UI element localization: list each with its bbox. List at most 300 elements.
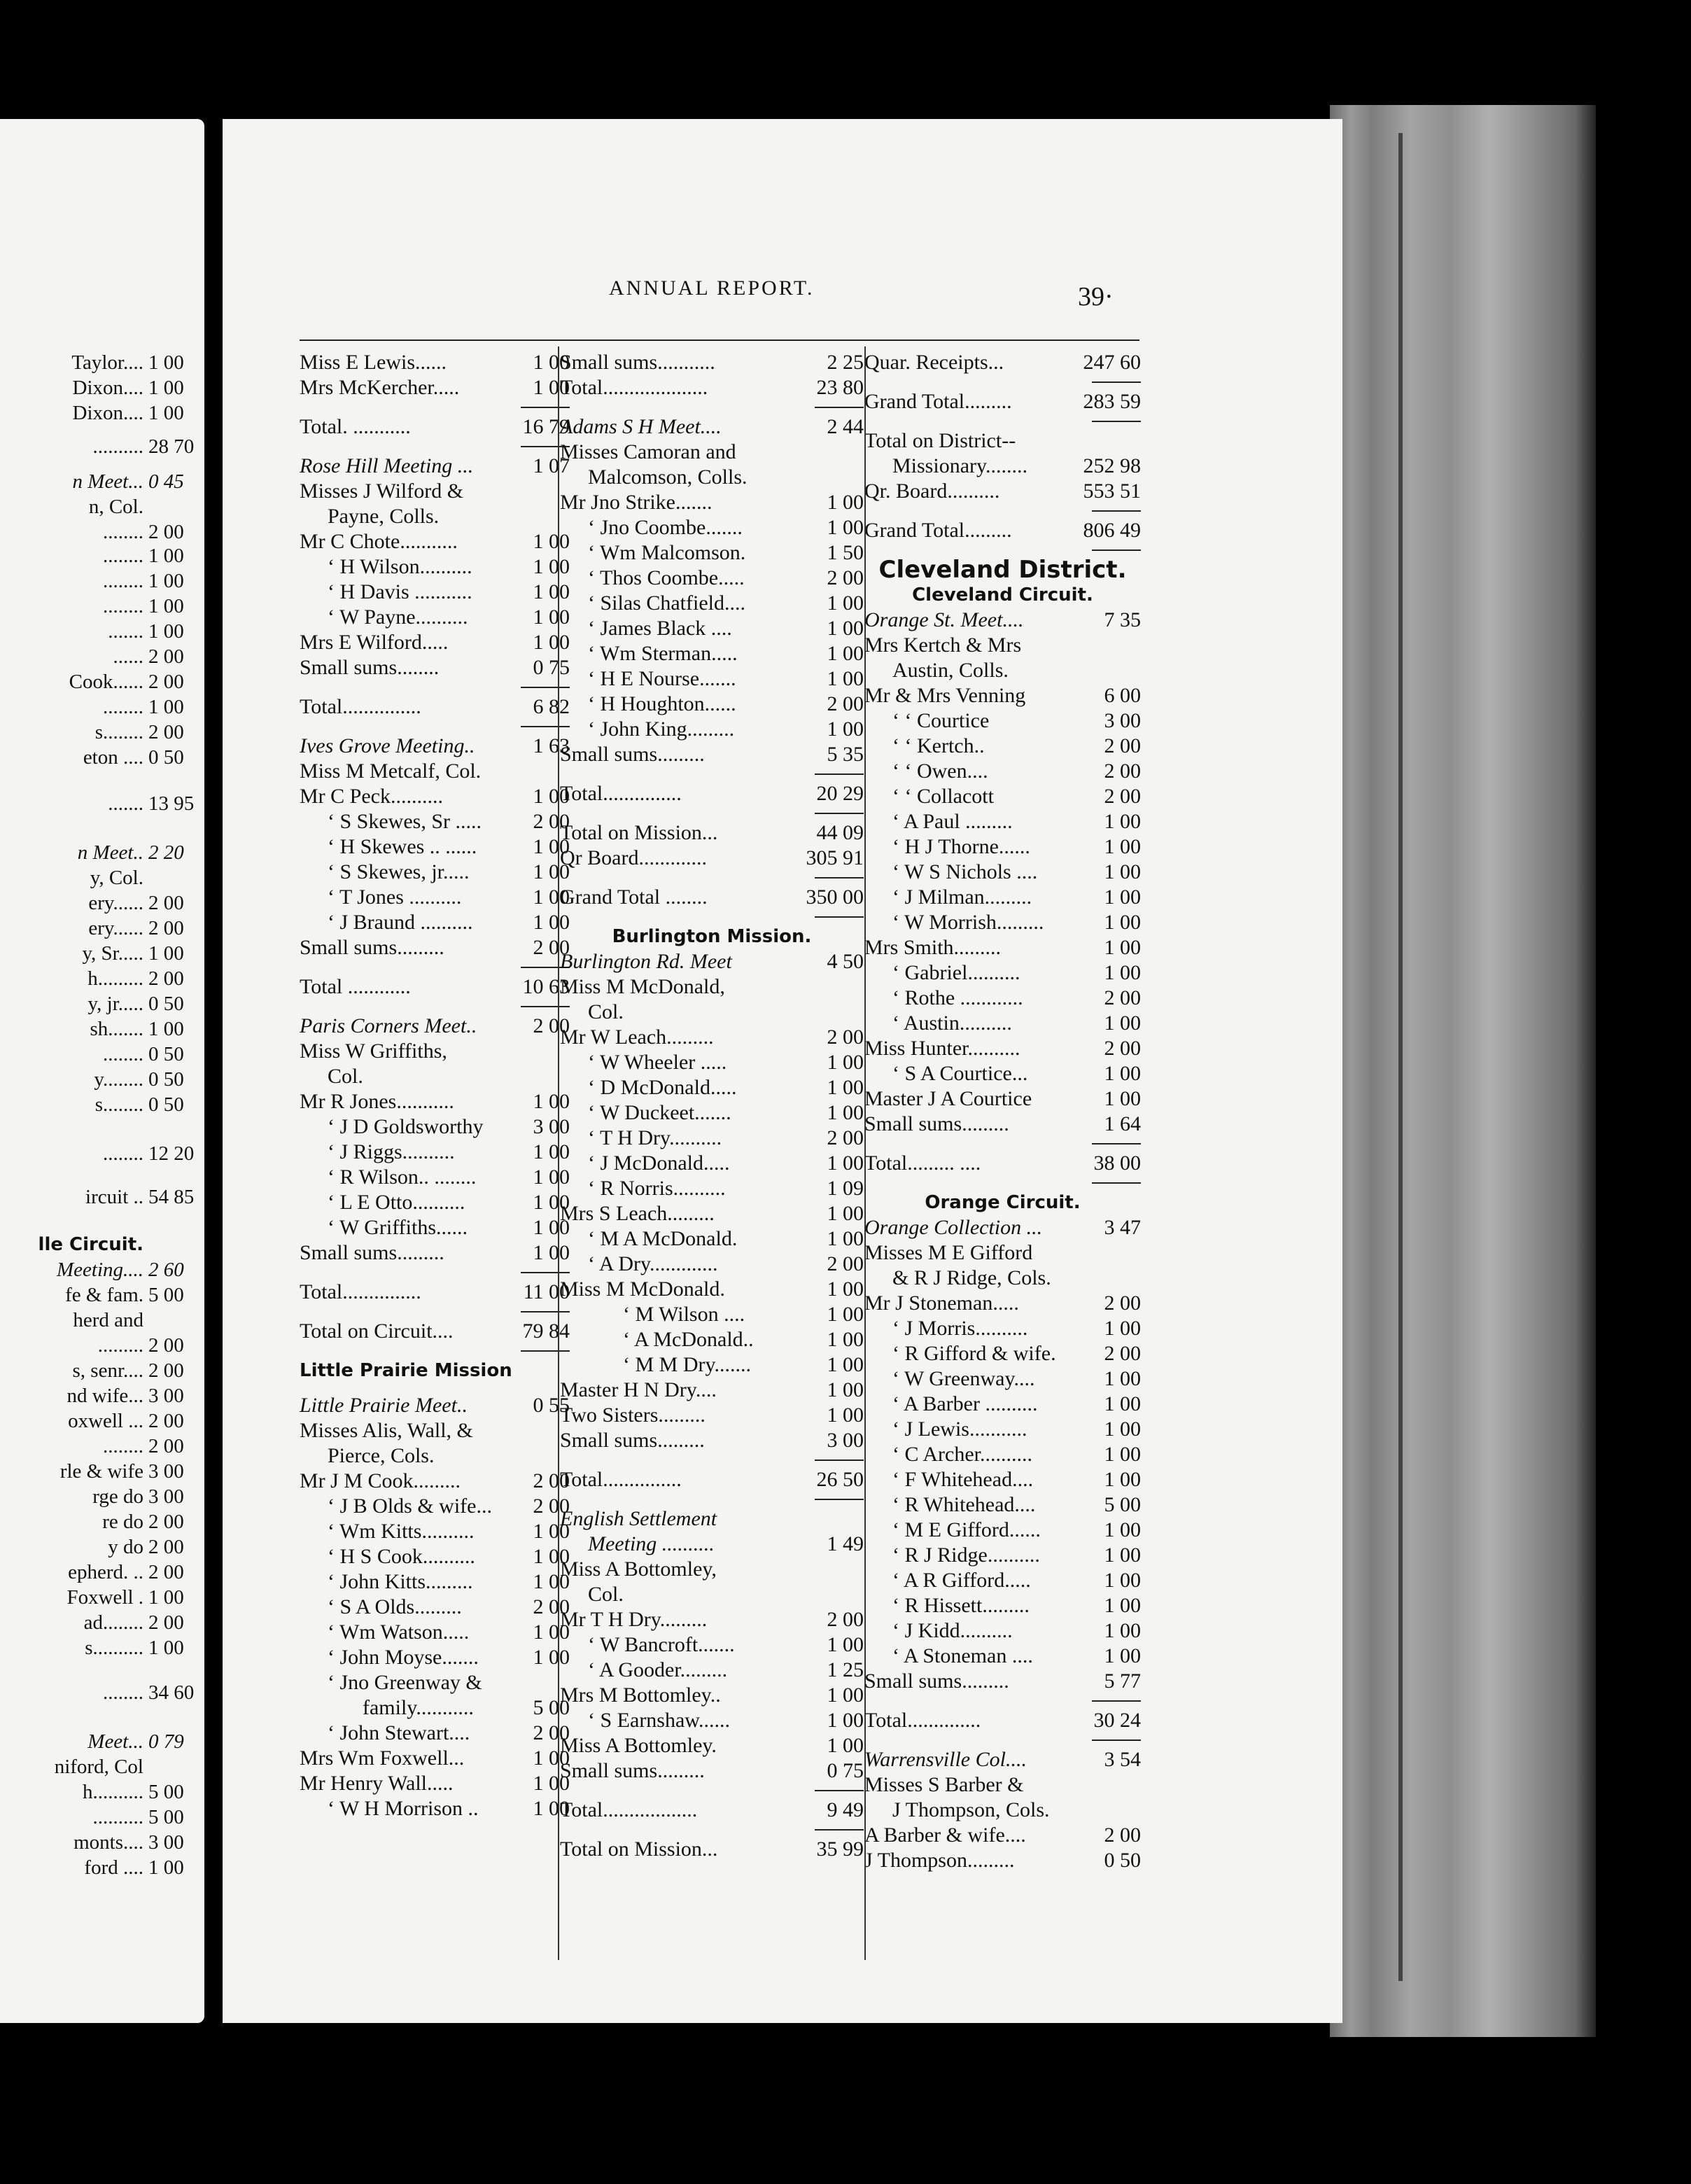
total-rule — [300, 680, 570, 694]
entry-label: s.......... — [85, 1637, 143, 1659]
entry-label: ircuit .. — [85, 1186, 143, 1208]
ledger-entry — [560, 1658, 864, 1683]
entry-amount: 1 00 — [1104, 1569, 1141, 1592]
entry-amount: 1 00 — [148, 402, 184, 424]
entry-amount: 2 00 — [148, 967, 184, 990]
ledger-entry — [300, 910, 570, 935]
entry-amount: 0 75 — [533, 656, 570, 679]
ledger-entry — [864, 1061, 1141, 1086]
entry-label: Total............... — [560, 1468, 682, 1491]
entry-label: ........ — [103, 1142, 143, 1165]
entry-label: Miss A Bottomley. — [560, 1734, 717, 1757]
entry-label: fe & fam. — [65, 1284, 143, 1306]
entry-amount: 283 59 — [1083, 390, 1141, 413]
entry-label: ‘ J D Goldsworthy — [328, 1115, 484, 1138]
entry-amount: 2 00 — [148, 671, 184, 693]
entry-label: Grand Total......... — [864, 519, 1012, 542]
ledger-entry — [864, 479, 1141, 504]
ledger-entry — [864, 1593, 1141, 1618]
entry-amount: 1 00 — [148, 545, 184, 567]
ledger-entry — [864, 1112, 1141, 1137]
entry-amount: 1 00 — [148, 1637, 184, 1659]
ledger-entry — [300, 1670, 570, 1695]
entry-amount: 2 00 — [148, 1359, 184, 1382]
entry-label: Qr Board............. — [560, 846, 707, 869]
entry-label: Total......... .... — [864, 1152, 981, 1175]
entry-label: Mr C Chote........... — [300, 530, 458, 553]
entry-amount: 2 00 — [827, 1608, 864, 1631]
entry-amount: 1 00 — [827, 1278, 864, 1301]
entry-label: rle & wife — [59, 1460, 143, 1483]
entry-amount: 6 00 — [1104, 684, 1141, 707]
ledger-entry — [300, 1165, 570, 1190]
total-rule — [560, 400, 864, 414]
ledger-entry — [560, 974, 864, 1000]
entry-amount: 2 00 — [533, 936, 570, 959]
entry-label: Small sums......... — [864, 1112, 1009, 1135]
ledger-entry — [300, 1393, 570, 1418]
entry-amount: 1 00 — [1104, 1544, 1141, 1567]
entry-label: ‘ James Black .... — [588, 617, 732, 640]
ledger-entry — [560, 1758, 864, 1784]
entry-amount: 0 50 — [148, 993, 184, 1015]
entry-amount: 2 00 — [1104, 986, 1141, 1009]
entry-label: Grand Total ........ — [560, 886, 708, 909]
entry-amount: 1 00 — [1104, 886, 1141, 909]
entry-amount: 5 00 — [148, 1806, 184, 1828]
entry-label: Mrs M Bottomley.. — [560, 1684, 721, 1707]
entry-amount: 2 00 — [533, 1469, 570, 1492]
ledger-entry — [300, 1595, 570, 1620]
entry-amount: 1 25 — [827, 1658, 864, 1681]
entry-amount: 2 00 — [533, 1494, 570, 1518]
ledger-entry — [560, 717, 864, 742]
ledger-entry — [560, 1100, 864, 1126]
entry-label: Total. ........... — [300, 415, 411, 438]
entry-label: epherd. .. — [68, 1561, 143, 1583]
entry-amount: 1 64 — [1104, 1112, 1141, 1135]
entry-label: Small sums......... — [560, 1759, 705, 1782]
entry-amount: 1 00 — [533, 911, 570, 934]
entry-amount: 1 00 — [1104, 1619, 1141, 1642]
ledger-entry — [864, 860, 1141, 885]
entry-label: Miss A Bottomley, — [560, 1558, 717, 1581]
ledger-entry — [300, 1469, 570, 1494]
ledger-entry — [560, 1632, 864, 1658]
entry-label: ....... — [108, 792, 143, 815]
entry-amount: 1 00 — [827, 1734, 864, 1757]
ledger-entry — [300, 454, 570, 479]
ledger-entry — [300, 974, 570, 1000]
entry-label: Misses S Barber & — [864, 1773, 1024, 1796]
total-rule — [560, 910, 864, 924]
entry-amount: 2 00 — [827, 692, 864, 715]
entry-amount: 1 00 — [533, 860, 570, 883]
ledger-entry — [560, 540, 864, 566]
total-rule — [300, 1305, 570, 1319]
ledger-entry — [560, 742, 864, 767]
entry-label: ‘ R J Ridge.......... — [892, 1544, 1040, 1567]
entry-amount: 1 00 — [827, 1684, 864, 1707]
entry-amount: 2 00 — [533, 810, 570, 833]
column-divider-2 — [864, 346, 866, 1960]
entry-label: ‘ W Morrish......... — [892, 911, 1044, 934]
ledger-entry — [560, 566, 864, 591]
entry-label: ........ — [103, 595, 143, 617]
entry-label: Mrs Kertch & Mrs — [864, 634, 1022, 657]
ledger-entry — [560, 1428, 864, 1453]
entry-label: Little Prairie Meet.. — [300, 1394, 468, 1417]
entry-label: n, Col. — [88, 496, 143, 518]
ledger-entry — [560, 1050, 864, 1075]
entry-amount: 23 80 — [816, 376, 864, 399]
entry-label: lle Circuit. — [38, 1234, 143, 1255]
entry-amount: 0 50 — [148, 1068, 184, 1091]
entry-amount: 1 00 — [827, 1227, 864, 1250]
entry-amount: 0 55 — [533, 1394, 570, 1417]
entry-amount: 1 00 — [148, 351, 184, 374]
entry-label: Burlington Rd. Meet — [560, 950, 732, 973]
entry-label: ‘ John Kitts......... — [328, 1570, 473, 1593]
entry-label: n Meet.. — [77, 841, 143, 864]
entry-amount: 79 84 — [522, 1320, 570, 1343]
entry-label: ‘ J B Olds & wife... — [328, 1494, 492, 1518]
entry-amount: 11 00 — [523, 1280, 570, 1303]
entry-amount: 1 00 — [533, 1140, 570, 1163]
entry-amount: 2 00 — [827, 1026, 864, 1049]
entry-label: Burlington Mission. — [612, 926, 812, 947]
ledger-entry — [300, 554, 570, 580]
total-rule — [560, 1453, 864, 1467]
ledger-entry — [864, 683, 1141, 708]
entry-label: & R J Ridge, Cols. — [892, 1266, 1051, 1289]
entry-amount: 1 00 — [1104, 860, 1141, 883]
entry-label: ‘ M E Gifford...... — [892, 1518, 1041, 1541]
entry-label: ........ — [103, 521, 143, 543]
ledger-entry — [300, 504, 570, 529]
entry-label: Foxwell . — [66, 1586, 143, 1609]
total-rule — [560, 1784, 864, 1798]
ledger-entry — [300, 1039, 570, 1064]
ledger-entry — [864, 1341, 1141, 1366]
ledger-entry — [864, 1086, 1141, 1112]
entry-label: ‘ F Whitehead.... — [892, 1468, 1034, 1491]
ledger-entry — [560, 616, 864, 641]
entry-label: Meet... — [87, 1730, 143, 1753]
ledger-entry — [864, 935, 1141, 960]
entry-amount: 1 00 — [1104, 1011, 1141, 1035]
entry-label: Rose Hill Meeting ... — [300, 454, 474, 477]
ledger-entry — [300, 1140, 570, 1165]
entry-amount: 1 00 — [533, 1570, 570, 1593]
ledger-entry — [864, 428, 1141, 454]
entry-label: Col. — [588, 1000, 624, 1023]
entry-label: Orange Collection ... — [864, 1216, 1043, 1239]
entry-amount: 2 44 — [827, 415, 864, 438]
ledger-entry — [864, 1618, 1141, 1644]
entry-label: ‘ ‘ Owen.... — [892, 760, 988, 783]
entry-amount: 54 85 — [148, 1186, 195, 1208]
ledger-entry — [300, 1771, 570, 1796]
entry-label: .......... — [92, 1806, 143, 1828]
ledger-entry — [864, 1417, 1141, 1442]
entry-label: Mr T H Dry......... — [560, 1608, 708, 1631]
ledger-entry — [300, 759, 570, 784]
total-rule — [300, 720, 570, 734]
ledger-entry — [864, 1823, 1141, 1848]
entry-label: ......... — [97, 1334, 143, 1357]
ledger-entry — [864, 809, 1141, 834]
ledger-entry — [300, 1319, 570, 1344]
entry-amount: 1 00 — [533, 886, 570, 909]
entry-label: Grand Total......... — [864, 390, 1012, 413]
entry-label: ‘ H Davis ........... — [328, 580, 472, 603]
ledger-entry — [560, 1532, 864, 1557]
entry-amount: 6 82 — [533, 695, 570, 718]
ledger-entry — [864, 734, 1141, 759]
entry-amount: 1 00 — [827, 667, 864, 690]
ledger-entry — [300, 1494, 570, 1519]
spacer — [300, 1383, 570, 1393]
ledger-entry — [864, 1266, 1141, 1291]
entry-label: ‘ J Braund .......... — [328, 911, 473, 934]
ledger-entry — [560, 846, 864, 871]
entry-label: Mrs S Leach......... — [560, 1202, 715, 1225]
entry-label: Orange St. Meet.... — [864, 608, 1024, 631]
ledger-entry — [864, 1366, 1141, 1392]
entry-amount: 3 00 — [827, 1429, 864, 1452]
ledger-entry — [560, 375, 864, 400]
ledger-entry — [560, 1201, 864, 1226]
entry-label: y, jr..... — [87, 993, 143, 1015]
entry-label: ‘ John Stewart.... — [328, 1721, 470, 1744]
ledger-entry — [864, 759, 1141, 784]
ledger-entry — [864, 960, 1141, 986]
entry-label: ‘ Wm Watson..... — [328, 1620, 470, 1644]
entry-label: Two Sisters......... — [560, 1404, 706, 1427]
entry-label: ........ — [103, 1043, 143, 1065]
left-page — [0, 119, 204, 2023]
entry-label: y do — [108, 1536, 143, 1558]
entry-label: ‘ A Dry............. — [588, 1252, 718, 1275]
entry-amount: 0 45 — [148, 470, 184, 493]
entry-amount: 1 63 — [533, 734, 570, 757]
entry-amount: 1 00 — [148, 377, 184, 399]
ledger-entry — [864, 1467, 1141, 1492]
entry-label: ‘ W Wheeler ..... — [588, 1051, 727, 1074]
entry-label: Col. — [328, 1065, 363, 1088]
entry-label: ‘ J Kidd.......... — [892, 1619, 1013, 1642]
entry-amount: 2 00 — [1104, 734, 1141, 757]
entry-amount: 1 00 — [148, 1856, 184, 1879]
entry-label: ‘ A Barber .......... — [892, 1392, 1038, 1415]
ledger-entry — [560, 692, 864, 717]
ledger-entry — [300, 1215, 570, 1240]
entry-amount: 1 00 — [533, 1166, 570, 1189]
ledger-entry — [864, 708, 1141, 734]
total-rule — [560, 806, 864, 820]
ledger-entry — [300, 885, 570, 910]
section-heading — [864, 1190, 1141, 1215]
ledger-entry — [300, 479, 570, 504]
entry-label: n Meet... — [72, 470, 143, 493]
entry-amount: 12 20 — [148, 1142, 195, 1165]
ledger-entry — [300, 1089, 570, 1114]
entry-label: Small sums........... — [560, 351, 715, 374]
ledger-entry — [560, 1000, 864, 1025]
ledger-entry — [300, 1620, 570, 1645]
ledger-entry — [864, 1708, 1141, 1733]
entry-label: ‘ Gabriel.......... — [892, 961, 1020, 984]
entry-amount: 0 79 — [148, 1730, 184, 1753]
entry-label: ........ — [103, 570, 143, 592]
column-3 — [864, 350, 1141, 1873]
ledger-entry — [300, 605, 570, 630]
ledger-entry — [300, 784, 570, 809]
entry-label: Total............... — [560, 782, 682, 805]
entry-label: ‘ T H Dry.......... — [588, 1126, 722, 1149]
entry-amount: 1 00 — [827, 516, 864, 539]
entry-amount: 2 00 — [148, 1611, 184, 1634]
entry-amount: 4 50 — [827, 950, 864, 973]
entry-amount: 2 00 — [533, 1014, 570, 1037]
entry-amount: 1 00 — [1104, 835, 1141, 858]
total-rule — [864, 414, 1141, 428]
ledger-entry — [864, 1644, 1141, 1669]
entry-label: ‘ ‘ Kertch.. — [892, 734, 985, 757]
entry-label: ........ — [103, 1435, 143, 1457]
entry-label: Total on Mission... — [560, 1837, 718, 1861]
entry-amount: 252 98 — [1083, 454, 1141, 477]
entry-amount: 44 09 — [816, 821, 864, 844]
entry-label: Misses Alis, Wall, & — [300, 1419, 473, 1442]
entry-amount: 1 00 — [148, 570, 184, 592]
ledger-entry — [300, 1190, 570, 1215]
entry-amount: 2 00 — [148, 521, 184, 543]
entry-amount: 1 00 — [827, 1076, 864, 1099]
entry-amount: 2 00 — [1104, 1292, 1141, 1315]
entry-label: ‘ H S Cook.......... — [328, 1545, 475, 1568]
entry-amount: 3 47 — [1104, 1216, 1141, 1239]
ledger-entry — [864, 1518, 1141, 1543]
entry-amount: 1 00 — [533, 1797, 570, 1820]
entry-label: ‘ A R Gifford..... — [892, 1569, 1031, 1592]
entry-label: Mrs Wm Foxwell... — [300, 1746, 465, 1770]
entry-label: Total ............ — [300, 975, 411, 998]
ledger-entry — [560, 1025, 864, 1050]
entry-amount: 9 49 — [827, 1798, 864, 1821]
ledger-entry — [864, 1543, 1141, 1568]
entry-label: ‘ J Morris.......... — [892, 1317, 1028, 1340]
entry-amount: 2 00 — [148, 645, 184, 668]
entry-amount: 1 00 — [1104, 1392, 1141, 1415]
entry-amount: 2 00 — [1104, 1823, 1141, 1847]
ledger-entry — [560, 591, 864, 616]
entry-amount: 26 50 — [816, 1468, 864, 1491]
running-header: ANNUAL REPORT. — [609, 276, 815, 300]
entry-label: ‘ H Skewes .. ...... — [328, 835, 477, 858]
entry-label: ‘ J McDonald..... — [588, 1152, 730, 1175]
entry-label: .......... — [92, 435, 143, 458]
ledger-entry — [300, 860, 570, 885]
ledger-entry — [560, 1226, 864, 1252]
entry-label: Total on Circuit.... — [300, 1320, 454, 1343]
entry-label: Warrensville Col.... — [864, 1748, 1027, 1771]
ledger-entry — [300, 734, 570, 759]
entry-amount: 5 00 — [148, 1284, 184, 1306]
entry-label: ‘ S Earnshaw...... — [588, 1709, 731, 1732]
ledger-entry — [300, 1569, 570, 1595]
entry-amount: 5 00 — [533, 1696, 570, 1719]
entry-label: ‘ Silas Chatfield.... — [588, 592, 745, 615]
entry-amount: 2 00 — [827, 566, 864, 589]
entry-amount: 1 00 — [533, 580, 570, 603]
entry-label: Adams S H Meet.... — [560, 415, 722, 438]
ledger-entry — [300, 834, 570, 860]
total-rule — [300, 1344, 570, 1358]
entry-amount: 1 00 — [1104, 1418, 1141, 1441]
total-rule — [300, 440, 570, 454]
ledger-entry — [560, 1506, 864, 1532]
entry-label: ‘ T Jones .......... — [328, 886, 462, 909]
entry-label: h.......... — [83, 1781, 143, 1803]
entry-amount: 350 00 — [806, 886, 864, 909]
entry-label: Pierce, Cols. — [328, 1444, 435, 1467]
entry-amount: 1 00 — [1104, 961, 1141, 984]
entry-label: Total............... — [300, 695, 421, 718]
entry-label: Mrs McKercher..... — [300, 376, 460, 399]
entry-amount: 2 00 — [148, 1511, 184, 1533]
ledger-entry — [864, 1798, 1141, 1823]
total-rule — [300, 1000, 570, 1014]
entry-label: ‘ A Paul ......... — [892, 810, 1013, 833]
entry-amount: 2 00 — [1104, 760, 1141, 783]
entry-amount: 1 00 — [148, 620, 184, 643]
entry-amount: 1 00 — [827, 1101, 864, 1124]
header-rule — [300, 340, 1139, 341]
entry-label: ‘ Wm Kitts.......... — [328, 1520, 475, 1543]
ledger-entry — [300, 1544, 570, 1569]
entry-amount: 2 25 — [827, 351, 864, 374]
ledger-entry — [560, 1403, 864, 1428]
entry-label: ‘ Austin.......... — [892, 1011, 1012, 1035]
ledger-entry — [560, 414, 864, 440]
entry-amount: 1 00 — [533, 785, 570, 808]
ledger-entry — [560, 1277, 864, 1302]
total-rule — [864, 504, 1141, 518]
entry-label: ...... — [113, 645, 143, 668]
ledger-entry — [300, 580, 570, 605]
entry-amount: 1 00 — [827, 1378, 864, 1401]
entry-amount: 2 00 — [533, 1595, 570, 1618]
ledger-entry — [560, 515, 864, 540]
entry-amount: 1 00 — [827, 718, 864, 741]
ledger-entry — [864, 834, 1141, 860]
total-rule — [560, 1823, 864, 1837]
entry-label: ‘ M A McDonald. — [588, 1227, 738, 1250]
ledger-entry — [300, 935, 570, 960]
entry-label: ‘ Wm Sterman..... — [588, 642, 738, 665]
ledger-entry — [864, 1568, 1141, 1593]
entry-label: Misses M E Gifford — [864, 1241, 1033, 1264]
entry-amount: 20 29 — [816, 782, 864, 805]
entry-label: ‘ L E Otto.......... — [328, 1191, 465, 1214]
entry-label: Dixon.... — [72, 402, 143, 424]
entry-label: Paris Corners Meet.. — [300, 1014, 477, 1037]
ledger-entry — [560, 350, 864, 375]
ledger-entry — [560, 1176, 864, 1201]
ledger-entry — [560, 1683, 864, 1708]
